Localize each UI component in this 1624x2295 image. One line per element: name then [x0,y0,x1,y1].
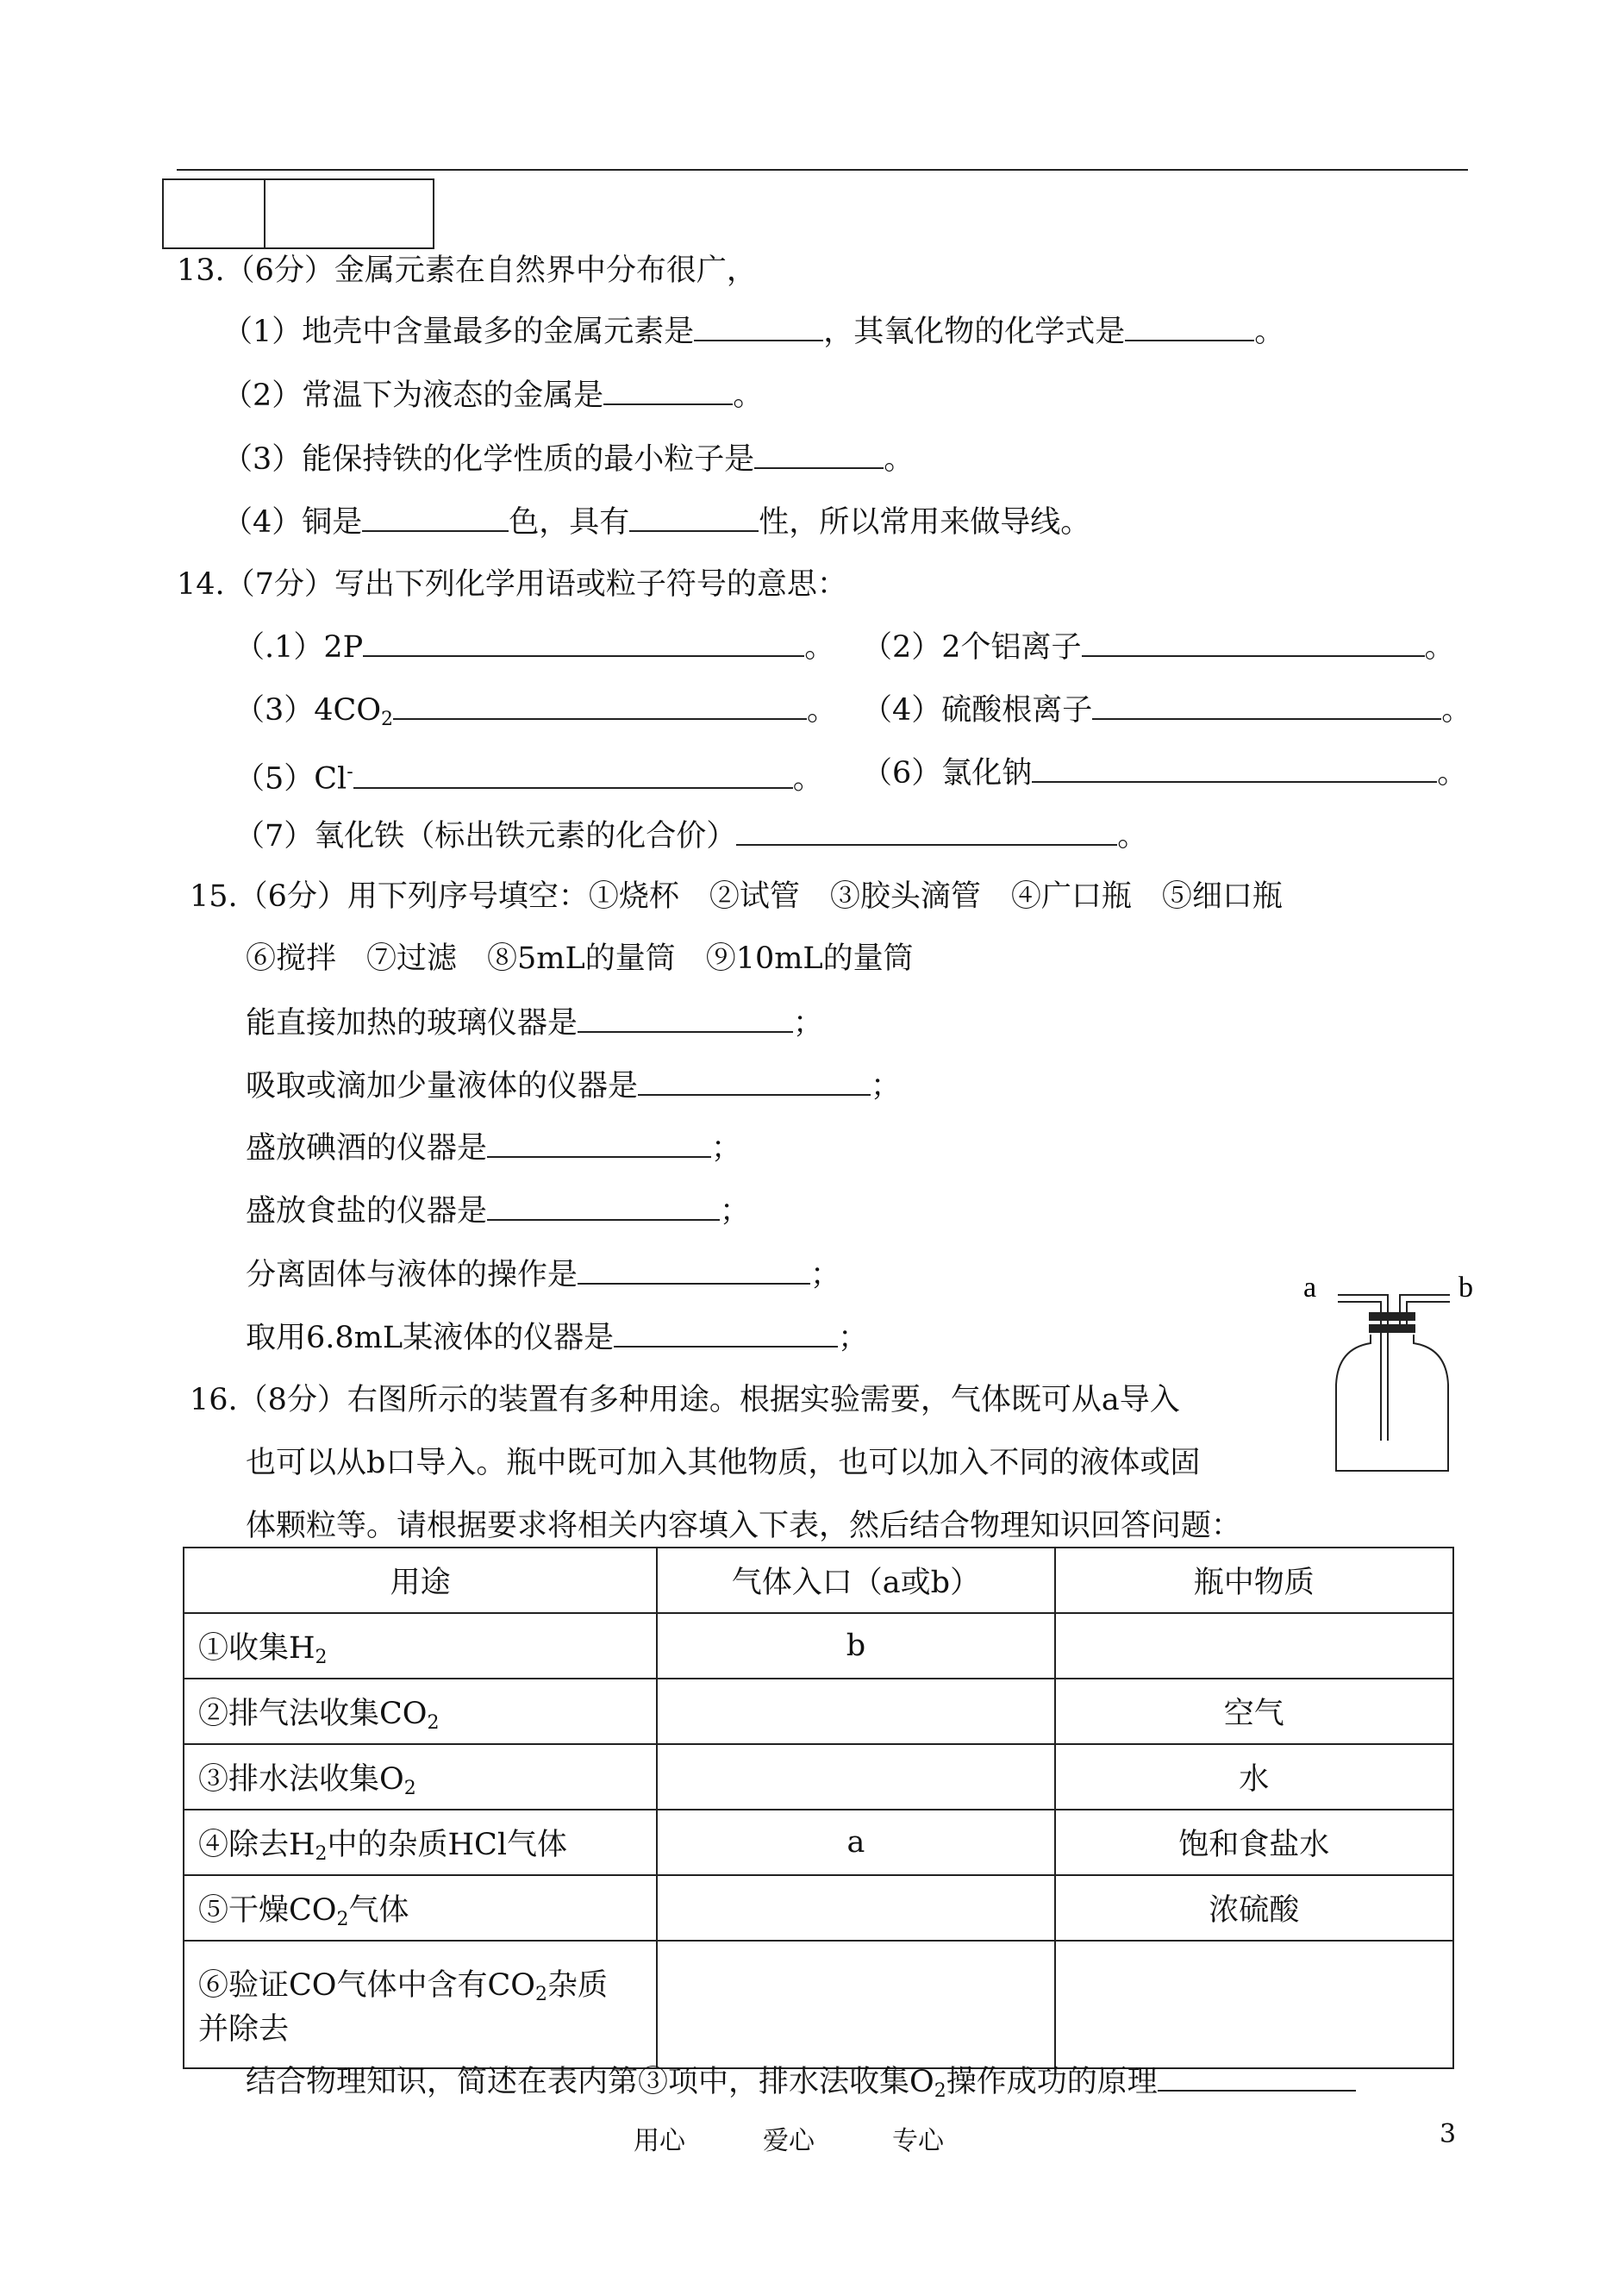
q14-item4: （4）硫酸根离子 。 [862,691,1471,729]
row6-use: ⑥验证CO气体中含有$CO_2$杂质 并除去 [184,1941,657,2068]
q15-options: ⑥搅拌 ⑦过滤 ⑧5mL的量筒 ⑨10mL的量筒 [246,941,914,976]
header-rule [177,169,1468,171]
q13-blank-particle[interactable] [754,440,884,469]
q15-blank-1[interactable] [578,1004,793,1033]
score-box [162,178,434,249]
q15-blank-6[interactable] [614,1318,838,1348]
table-row [184,1875,1453,1941]
q16-line1: 16.（8分）右图所示的装置有多种用途。根据实验需要，气体既可从a导入 [190,1383,1180,1417]
row3-substance: 水 [1055,1744,1453,1810]
gas-bottle-apparatus [1295,1264,1493,1479]
q15-line1: 能直接加热的玻璃仪器是 ； [246,1004,823,1042]
table-header-row [184,1548,1453,1613]
row5-substance: 浓硫酸 [1055,1875,1453,1941]
q14-blank-4[interactable] [1092,691,1441,720]
row3-use: ③排水法收集$O_2$ [184,1744,657,1810]
q15-line4: 盛放食盐的仪器是 ； [246,1191,750,1230]
table-row [184,1941,1453,2068]
q14-blank-6[interactable] [1032,754,1437,783]
stopper-band-bottom [1369,1324,1415,1333]
q13-part2: （2）常温下为液态的金属是 。 [222,376,763,415]
header-substance: 瓶中物质 [1055,1548,1453,1613]
row1-inlet[interactable]: b [657,1613,1054,1679]
q14-item1: （.1）2P 。 [234,628,834,666]
table-row [184,1810,1453,1875]
q15-line3: 盛放碘酒的仪器是 ； [246,1129,741,1167]
row1-use: ①收集$H_2$ [184,1613,657,1679]
q14-item7: （7）氧化铁（标出铁元素的化合价） 。 [234,816,1147,855]
q15-blank-3[interactable] [487,1129,711,1158]
q14-item2: （2）2个铝离子 。 [862,628,1455,666]
q15-line5: 分离固体与液体的操作是 ； [246,1255,840,1294]
row6-inlet[interactable] [657,1941,1054,2068]
row5-inlet[interactable] [657,1875,1054,1941]
row4-use: ④除去$H_2$中的杂质HCl气体 [184,1810,657,1875]
q14-item6: （6）氯化钠 。 [862,754,1467,792]
q15-blank-5[interactable] [578,1255,810,1285]
label-b: b [1458,1272,1473,1304]
q14-item5: （5）Cl- 。 [234,754,823,798]
q13-part3: （3）能保持铁的化学性质的最小粒子是 。 [222,440,914,478]
row4-substance: 饱和食盐水 [1055,1810,1453,1875]
q14-title: 14.（7分）写出下列化学用语或粒子符号的意思： [177,567,847,602]
q13-blank-liquid-metal[interactable] [603,376,733,405]
header-use: 用途 [184,1548,657,1613]
q16-line2: 也可以从b口导入。瓶中既可加入其他物质，也可以加入不同的液体或固 [246,1446,1201,1480]
q13-blank-oxide[interactable] [1125,312,1254,341]
label-a: a [1303,1272,1317,1304]
q14-blank-7[interactable] [736,816,1117,846]
q16-table [183,1547,1454,2069]
q15-blank-4[interactable] [487,1191,720,1221]
q13-blank-color[interactable] [362,503,509,532]
q16-line3: 体颗粒等。请根据要求将相关内容填入下表，然后结合物理知识回答问题： [246,1509,1242,1543]
footer-motto: 用心 爱心 专心 [634,2126,944,2156]
q14-item3: $(3)4CO_2$ 。 [234,691,837,739]
score-box-label-cell [164,180,265,247]
row2-inlet[interactable] [657,1679,1054,1744]
q15-blank-2[interactable] [638,1066,871,1096]
q15-title: 15.（6分）用下列序号填空：①烧杯 ②试管 ③胶头滴管 ④广口瓶 ⑤细口瓶 [190,879,1283,914]
q13-part1: （1）地壳中含量最多的金属元素是 ，其氧化物的化学式是 。 [222,312,1284,351]
q14-blank-3[interactable] [393,691,807,720]
table-row [184,1613,1453,1679]
row4-inlet: a [657,1810,1054,1875]
q13-blank-property[interactable] [629,503,759,532]
q16-blank-principle[interactable] [1158,2062,1356,2092]
stopper-band-top [1369,1312,1415,1321]
row2-use: ②排气法收集$CO_2$ [184,1679,657,1744]
q13-part4: （4）铜是 色，具有 性，所以常用来做导线。 [222,503,1090,541]
q14-blank-5[interactable] [353,760,793,789]
row5-use: ⑤干燥$CO_2$气体 [184,1875,657,1941]
q13-blank-element[interactable] [694,312,823,341]
row1-substance[interactable] [1055,1613,1453,1679]
q14-blank-1[interactable] [363,628,804,657]
q14-blank-2[interactable] [1082,628,1425,657]
page-number: 3 [1440,2119,1457,2149]
row2-substance: 空气 [1055,1679,1453,1744]
row3-inlet[interactable] [657,1744,1054,1810]
q15-line6: 取用6.8mL某液体的仪器是 ； [246,1318,868,1357]
q13-title: 13.（6分）金属元素在自然界中分布很广， [177,253,757,288]
q15-line2: 吸取或滴加少量液体的仪器是 ； [246,1066,901,1105]
table-row [184,1744,1453,1810]
header-inlet: 气体入口（a或b） [657,1548,1054,1613]
row6-substance[interactable] [1055,1941,1453,2068]
q16-final-question: 结合物理知识，简述在表内第③项中，排水法收集$O_2$操作成功的原理 [246,2062,1356,2111]
table-row [184,1679,1453,1744]
